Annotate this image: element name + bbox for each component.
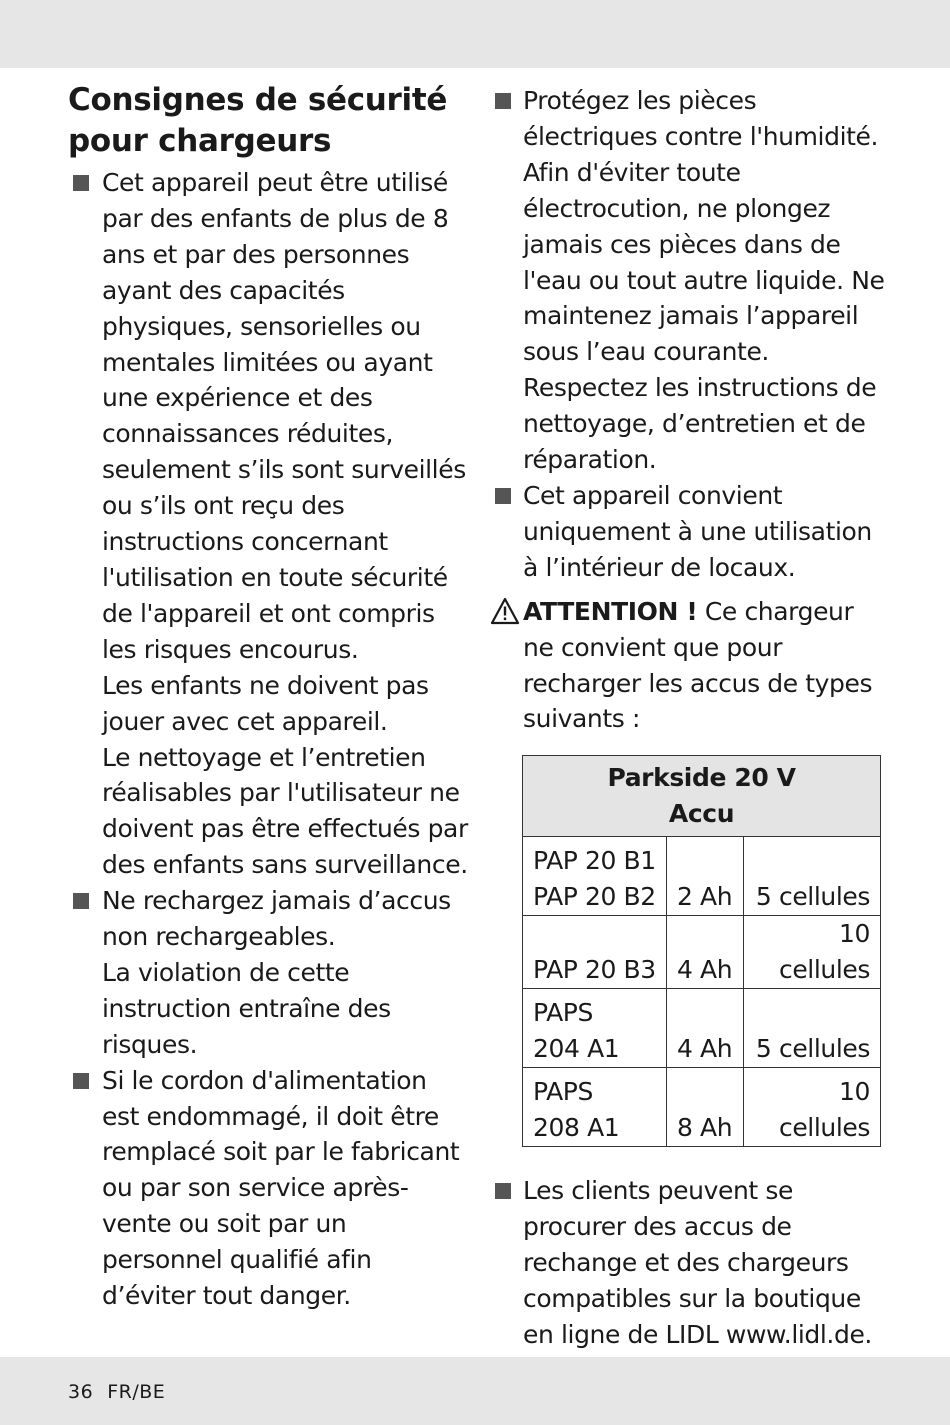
- table-header-line-2: Accu: [668, 799, 735, 829]
- title-line-2: pour chargeurs: [68, 123, 332, 159]
- cells-cell: 10 cellules: [744, 1068, 881, 1147]
- model-cell: PAP 20 B3: [523, 916, 667, 989]
- item-text: Ne rechargez jamais d’accus non rechargeables.: [102, 886, 451, 952]
- section-title: [68, 80, 468, 162]
- capacity-cell: 4 Ah: [667, 916, 744, 989]
- table-row: [523, 837, 881, 916]
- cells-cell: 5 cellules: [744, 989, 881, 1068]
- list-item-humidity: [490, 83, 890, 478]
- right-column: [490, 83, 890, 1353]
- square-bullet-icon: [73, 1073, 89, 1089]
- attention-notice: [490, 594, 890, 738]
- model-cell: [523, 989, 667, 1068]
- attention-label: ATTENTION !: [523, 596, 698, 626]
- square-bullet-icon: [73, 175, 89, 191]
- list-item-indoor-use: [490, 478, 890, 586]
- square-bullet-icon: [495, 93, 511, 109]
- table-header: [523, 756, 881, 837]
- item-text-2: La violation de cette instruction entraîne des risques.: [102, 957, 391, 1059]
- table-header-line-1: Parkside 20 V: [607, 763, 796, 793]
- cells-cell: 10 cellules: [744, 916, 881, 989]
- battery-table: [522, 755, 881, 1147]
- capacity-cell: 2 Ah: [667, 837, 744, 916]
- left-column: [68, 80, 468, 1314]
- model-cell: [523, 1068, 667, 1147]
- item-text: Protégez les pièces électriques contre l'humidité. Afin d'éviter toute électrocution, ne plongez jamais ces pièces dans de l'eau ou tout autre liquide. Ne maintenez jamais l’appareil sous l’eau courante. Respectez les instructions de nettoyage, d’entretien et de réparation.: [523, 86, 885, 475]
- list-item-children-safety: [68, 165, 468, 883]
- table-row: [523, 916, 881, 989]
- title-line-1: Consignes de sécurité: [68, 82, 448, 118]
- model-line-1: PAPS: [533, 998, 593, 1028]
- item-text: Les clients peuvent se procurer des accus de rechange et des chargeurs compatibles sur la boutique en ligne de LIDL www.lidl.de.: [523, 1176, 872, 1349]
- cells-cell: 5 cellules: [744, 837, 881, 916]
- square-bullet-icon: [73, 893, 89, 909]
- square-bullet-icon: [495, 488, 511, 504]
- model-line-2: 208 A1: [533, 1113, 620, 1143]
- item-text-3: Le nettoyage et l’entretien réalisables par l'utilisateur ne doivent pas être effectués par des enfants sans surveillance.: [102, 742, 468, 880]
- item-text-2: Les enfants ne doivent pas jouer avec cet appareil.: [102, 670, 429, 736]
- attention-text: Ce chargeur ne convient que pour recharger les accus de types suivants :: [523, 596, 873, 734]
- capacity-cell: 8 Ah: [667, 1068, 744, 1147]
- model-cell: [523, 837, 667, 916]
- square-bullet-icon: [495, 1183, 511, 1199]
- warning-triangle-icon: [490, 597, 520, 625]
- model-line-1: PAP 20 B1: [533, 846, 656, 876]
- capacity-cell: 4 Ah: [667, 989, 744, 1068]
- model-line-2: 204 A1: [533, 1034, 620, 1064]
- item-text: Si le cordon d'alimentation est endommagé, il doit être remplacé soit par le fabricant ou par son service après-vente ou soit par un personnel qualifié afin d’éviter tout danger.: [102, 1065, 460, 1311]
- model-line-1: PAPS: [533, 1077, 593, 1107]
- page-number: 36: [68, 1381, 94, 1403]
- item-text: Cet appareil peut être utilisé par des enfants de plus de 8 ans et par des personnes ayant des capacités physiques, sensorielles ou mentales limitées ou ayant une expérience et des connaissances réduites, seulement s’ils sont surveillés ou s’ils ont reçu des instructions concernant l'utilisation en toute sécurité de l'appareil et ont compris les risques encourus.: [102, 168, 466, 664]
- table-row: [523, 989, 881, 1068]
- list-item-non-rechargeable: [68, 883, 468, 1063]
- top-band: [0, 0, 950, 68]
- page-footer: [68, 1381, 179, 1403]
- table-row: [523, 1068, 881, 1147]
- model-line-2: PAP 20 B2: [533, 882, 656, 912]
- locale-label: FR/BE: [107, 1381, 166, 1403]
- list-item-spare-parts: [490, 1173, 890, 1353]
- list-item-power-cord: [68, 1063, 468, 1314]
- item-text: Cet appareil convient uniquement à une utilisation à l’intérieur de locaux.: [523, 480, 872, 582]
